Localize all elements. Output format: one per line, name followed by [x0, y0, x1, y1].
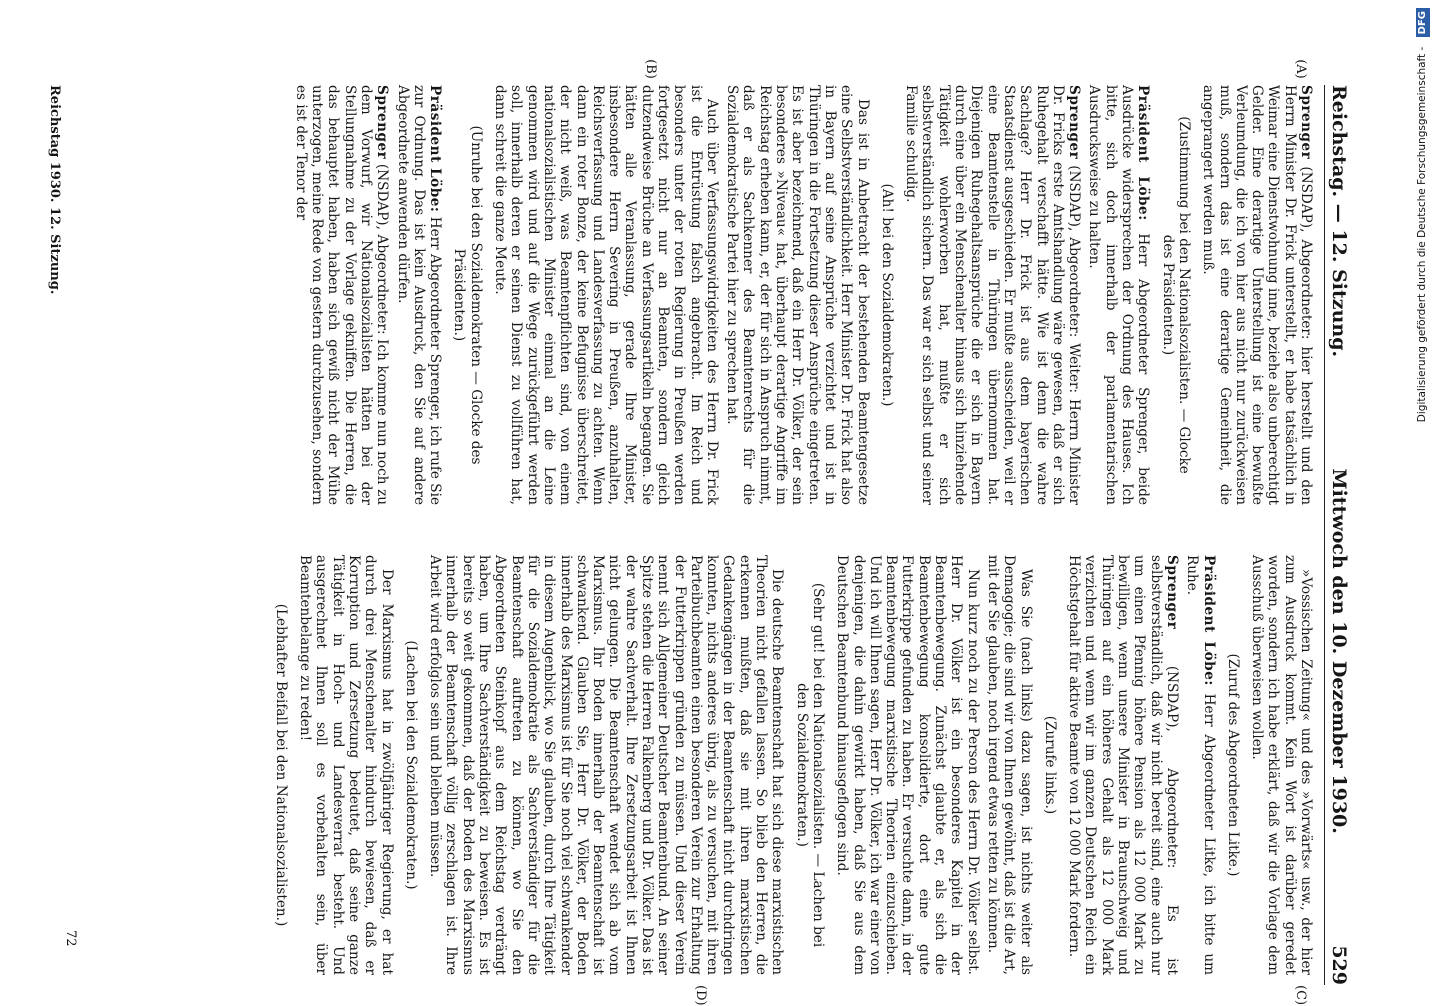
speaker-name: Präsident Löbe: [1135, 85, 1152, 221]
header-left: Reichstag. — 12. Sitzung. [1328, 85, 1350, 358]
paragraph [292, 85, 390, 505]
right-text-column [264, 555, 1314, 975]
interjection: (Unruhe bei den Sozialdemokraten — Glocke des Präsidenten.) [451, 125, 484, 465]
paragraph [1066, 555, 1180, 975]
interjection: (Lebhafter Beifall bei den Nationalsozialisten.) [272, 603, 289, 927]
paragraph [492, 85, 720, 505]
paragraph [1184, 555, 1217, 975]
paragraph [1249, 555, 1314, 975]
speaker-name: Sprenger [374, 85, 391, 160]
interjection: (Zuruf des Abgeordneten Litke.) [1224, 653, 1241, 877]
paragraph [1200, 85, 1314, 505]
paragraph-text: Das ist in Anbetracht der bestehenden Beamtengesetze eine Selbstverständlichkeit. Herr Minister Dr. Frick hat also in Bayern auf seine Ansprüche verzichtet und ist in Thüringen in die Fortsetzung dieser Ansprüche eingetreten. Es ist aber bezeichnend, daß ein Herr Dr. Völker, der sein besonderes »Niveau« hat, überhaupt derartige Angriffe im Reichstag erheben kann, er, der für sich in Anspruch nimmt, daß er als Sachkenner des Beamtenrechts für die Sozialdemokratische Partei hier zu sprechen hat. [724, 85, 871, 505]
paragraph [834, 555, 981, 975]
paragraph-text: »Vossischen Zeitung« und des »Vorwärts« usw., der hier zum Ausdruck kommt. Kein Wort ist darüber geredet worden, sondern ich habe erklärt, daß wir die Vorlage dem Ausschuß überweisen wollen. [1249, 555, 1314, 975]
paragraph-text: Herr Abgeordneter Sprenger, beide Ausdrücke widersprechen der Ordnung des Hauses. Ich bitte, sich doch innerhalb der parlamentarischen Ausdrucksweise zu halten. [1086, 85, 1152, 505]
left-text-column [288, 85, 1314, 505]
footer-session: Reichstag 1930. 12. Sitzung. [47, 85, 62, 295]
paragraph-text: Herr Abgeordneter Litke, ich bitte um Ruhe. [1184, 555, 1217, 975]
paragraph-text: (NSDAP), Abgeordneter: Ich komme nun noch zu dem Vorwurf, wir Nationalsozialisten hätten bei der Stellungnahme zu der Vorlage gekniffen. Die Herren, die das behauptet haben, haben sich gewiß nicht der Mühe unterzogen, meine Rede von gestern durchzusehen, sondern es ist der Tenor der [292, 85, 391, 505]
paragraph-text: Herr Abgeordneter Sprenger, ich rufe Sie zur Ordnung. Das ist kein Ausdruck, den Sie auf andere Abgeordnete anwenden dürfen. [394, 85, 444, 505]
header-date: Mittwoch den 10. Dezember 1930. [1328, 468, 1350, 834]
dfg-logo: DFG [1416, 8, 1430, 37]
paragraph-text: Auch über Verfassungswidrigkeiten des Herrn Dr. Frick ist die Entrüstung falsch angebracht. Im Reich und besonders unter der roten Regierung in Preußen werden fortgesetzt nicht nur an Beamten, sondern gleich dutzendweise Brüche an Verfassungsartikeln begangen. Sie hätten alle Veranlassung, gerade Ihre Minister, insbesondere Herrn Severing in Preußen, anzuhalten, Reichsverfassung und Landesverfassung zu achten. Wenn dann ein roter Bonze, der keine Befugnisse überschreitet, der nicht weiß, was Beamtenpflichten sind, von einem nationalsozialistischen Minister einmal an die Leine genommen wird und auf die Wege zurückgeführt werden soll, innerhalb deren er seinen Dienst zu vollführen hat, dann schreit die ganze Meute. [492, 85, 720, 505]
paragraph-text: Nun kurz noch zu der Person des Herrn Dr. Völker selbst. Herr Dr. Völker ist ein besonderes Kapitel in der Beamtenbewegung. Zunächst glaubte er, als sich die Beamtenbewegung konsolidierte, dort eine gute Futterkrippe gefunden zu haben. Er versuchte dann, in der Beamtenbewegung marxistische Theorien einzuschieben. Und ich will Ihnen sagen, Herr Dr. Völker, ich war einer von denjenigen, die dahin gewirkt haben, daß Sie aus dem Deutschen Beamtenbund hinausgeflogen sind. [834, 555, 981, 975]
paragraph [394, 85, 443, 505]
paragraph [297, 555, 395, 975]
paragraph [427, 555, 786, 975]
speaker-name: Sprenger [1066, 85, 1083, 160]
interjection: (Ah! bei den Sozialdemokraten.) [878, 183, 895, 407]
speaker-name: Präsident Löbe: [1200, 555, 1217, 686]
speaker-name: Sprenger [1298, 85, 1314, 160]
margin-mark-d: (D) [693, 985, 708, 1006]
margin-mark-b: (B) [643, 59, 658, 79]
paragraph-text: Was Sie (nach links) dazu sagen, ist nichts weiter als Demagogie; die sind wir von Ihnen gewöhnt, daß ist die Art, mit der Sie glauben, noch irgend etwas retten zu können. [984, 555, 1034, 975]
interjection: (Lachen bei den Sozialdemokraten.) [402, 640, 419, 890]
sheet-signature: 72 [63, 930, 78, 947]
margin-mark-c: (C) [1293, 985, 1308, 1006]
page-header [1324, 85, 1358, 985]
paragraph [1086, 85, 1151, 505]
speaker-name: Sprenger [1163, 555, 1180, 630]
page-number: 529 [1328, 945, 1350, 985]
paragraph-text: (NSDAP), Abgeordneter: Es ist selbstverständlich, daß wir nicht bereit sind, eine auch nur um einen Pfennig höhere Pension als 12 000 Mark zu bewilligen, wenn unsere Minister in Braunschweig und Thüringen auf ein höheres Gehalt als 12 000 Mark verzichten und wenn wir im ganzen Deutschen Reich ein Höchstgehalt für aktive Beamte von 12 000 Mark fordern. [1066, 555, 1180, 975]
interjection: (Sehr gut! bei den Nationalsozialisten. — Lachen bei den Sozialdemokraten.) [793, 582, 826, 948]
rotated-document-page [38, 59, 1358, 1006]
interjection: (Zustimmung bei den Nationalsozialisten. — Glocke des Präsidenten.) [1159, 116, 1192, 474]
paragraph-text: Die deutsche Beamtenschaft hat sich diese marxistischen Theorien nicht gefallen lassen. So blieb den Herren, die erkennen mußten, daß sie mit ihren marxistischen Gedankengängen in der Beamtenschaft nicht durchdringen konnten, nichts anderes übrig, als zu versuchen, mit ihren Parteibuchbeamten einen besonderen Verein zur Erhaltung der Futterkrippen gründen zu müssen. Und dieser Verein nennt sich Allgemeiner Deutscher Beamtenbund. An seiner Spitze stehen die Herren Falkenberg und Dr. Völker. Das ist der wahre Sachverhalt. Ihre Zersetzungsarbeit ist Ihnen nicht gelungen. Die Beamtenschaft wendet sich ab vom Marxismus. Ihr Boden innerhalb der Beamtenschaft ist schwankend. Glauben Sie, Herr Dr. Völker, der Boden innerhalb des Marxismus ist für Sie noch viel schwankender in diesem Augenblick, wo Sie glauben, durch Ihre Tätigkeit für die Sozialdemokratie als Sachverständiger für die Beamtenschaft auftreten zu können, wo Sie den Abgeordneten Steinkopf aus dem Reichstag verdrängt haben, um Ihre Sachverständigkeit zu beweisen. Es ist bereits so weit gekommen, daß der Boden des Marxismus innerhalb der Beamtenschaft völlig zerschlagen ist. Ihre Arbeit wird erfolglos sein und bleiben müssen. [427, 555, 786, 975]
paragraph-text: (NSDAP), Abgeordneter: hier herstellt und den Herrn Minister Dr. Frick unterstellt, er habe tatsächlich in Weimar eine Dienstwohnung inne, beziehe also unberechtigt Gelder. Eine derartige Unterstellung ist eine bewußte Verleumdung, die ich von hier aus nicht nur zurückweisen muß, sondern das ist eine derartige Gemeinheit, die angeprangert werden muß. [1200, 85, 1314, 505]
paragraph-text: Der Marxismus hat in zwölfjähriger Regierung, er hat durch drei Menschenalter hindurch bewiesen, daß er Korruption und Zersetzung bedeutet, daß seine ganze Tätigkeit in Hoch- und Landesverrat besteht. Und ausgerechnet Ihnen soll es vorbehalten sein, über Beamtenbelange zu reden! [297, 555, 395, 975]
digitization-credit [1410, 8, 1434, 993]
paragraph-text: (NSDAP), Abgeordneter: Weiter: Herrn Minister Dr. Fricks erste Amtshandlung wäre gewesen, daß er sich Ruhegehalt verschafft hätte. Wie ist denn die wahre Sachlage? Herr Dr. Frick ist aus dem bayerischen Staatsdienst ausgeschieden. Er mußte ausscheiden, weil er eine Beamtenstelle in Thüringen übernommen hat. Diejenigen Ruhegehaltsansprüche die er sich in Bayern durch eine über ein Menschenalter hinaus sich hinziehende Tätigkeit wohlerworben hat, mußte er sich selbstverständlich sichern. Das war er sich selbst und seiner Familie schuldig. [903, 85, 1083, 505]
margin-mark-a: (A) [1293, 59, 1308, 79]
interjection: (Zurufe links.) [1041, 715, 1058, 815]
credit-text: Digitalisierung gefördert durch die Deutsche Forschungsgemeinschaft - [1416, 46, 1428, 423]
paragraph [903, 85, 1082, 505]
speaker-name: Präsident Löbe: [427, 85, 444, 213]
paragraph [985, 555, 1034, 975]
paragraph [724, 85, 871, 505]
